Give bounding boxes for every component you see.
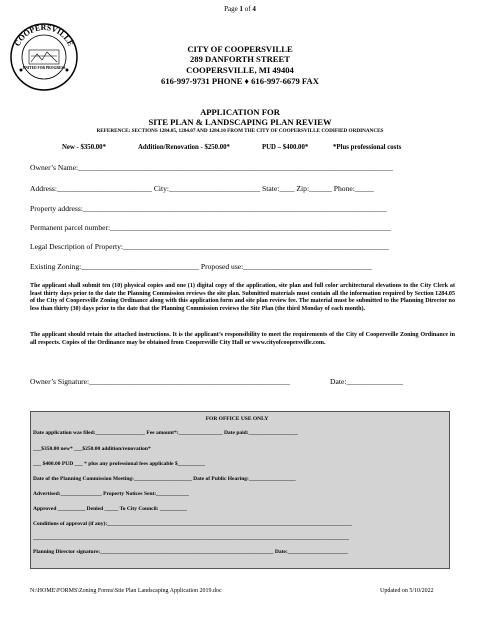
legal-description-field[interactable]: Legal Description of Property:______________________________________________________________________ [30,242,389,251]
header-city: CITY OF COOPERSVILLE [187,44,293,54]
page-label: Page [224,5,238,13]
office-conditions-line[interactable]: ___________________________________________________________________________________________________________________ [33,535,350,541]
title-reference: REFERENCE: SECTIONS 1284.05, 1284.07 AND 1284.10 FROM THE CITY OF COOPERSVILLE CODIFIED ORDINANCES [96,128,384,134]
office-conditions-row[interactable]: Conditions of approval (if any):_________________________________________________________________________________________ [33,521,352,527]
page-total: 4 [252,5,256,13]
office-meeting-row[interactable]: Date of the Planning Commission Meeting:_____________________ Date of Public Hearing:_________________ [33,476,296,482]
title-line2: SITE PLAN & LANDSCAPING PLAN REVIEW [148,117,332,127]
responsibility-paragraph: The applicant should retain the attached instructions. It is the applicant’s responsibility to meet the requirements of the City of Coopersville Zoning Ordinance in all respects. Copies of the Ordinance may be obtained from Coopersville City Hall or www.cityofcoopersville.com. [30,332,455,346]
zoning-field[interactable]: Existing Zoning:_______________________________ Proposed use:__________________________________ [30,262,373,271]
instructions-paragraph: The applicant shall submit ten (10) physical copies and one (1) digital copy of the application, site plan and full color architectural elevations to the City Clerk at least thirty days prior to the date the Planning Commission reviews the site plan. Submitted materials must contain all the information required by Section 1284.05 of the City of Coopersville Zoning Ordinance along with this application form and site plan review fee. The material must be submitted to the Planning Director no less than thirty (30) days prior to the date that the Planning Commission reviews the Site Plan (the third Monday of each month). [30,283,455,312]
office-filed-row[interactable]: Date application was filed:__________________ Fee amount*:________________ Date paid:__________________ [33,430,299,436]
owner-signature-field[interactable]: Owner’s Signature:_____________________________________________________ [30,377,291,386]
owners-name-field[interactable]: Owner’s Name:___________________________________________________________________________________ [30,163,394,172]
office-director-row[interactable]: Planning Director signature:_______________________________________________________________ Date:______________________ [33,549,349,555]
office-pud-row[interactable]: ___ $400.00 PUD ___ * plus any professional fees applicable $__________ [33,461,206,467]
header-citystate: COOPERSVILLE, MI 49404 [186,65,294,75]
page-number [0,5,480,13]
parcel-number-field[interactable]: Permanent parcel number:__________________________________________________________________________ [30,223,392,232]
fee-addition: Addition/Renovation - $250.00* [138,144,230,151]
office-approval-row[interactable]: Approved __________ Denied _____ To City Council: __________ [33,506,188,512]
page-of-label: of [244,5,251,13]
fee-new: New - $350.00* [62,144,106,151]
fee-plus: *Plus professional costs [333,144,402,151]
property-address-field[interactable]: Property address:________________________________________________________________________________ [30,204,387,213]
page-current: 1 [239,5,243,13]
header-phone: 616-997-9731 PHONE ♦ 616-997-6679 FAX [161,76,319,86]
logo-lettering: COOPERSVILLE [12,22,76,48]
footer-updated: Updated on 5/10/2022 [380,588,434,594]
fee-pud: PUD – $400.00* [262,144,309,151]
office-advertised-row[interactable]: Advertised:_______________ Property Notices Sent:____________ [33,491,190,497]
footer-path: N:\HOME\FORMS\Zoning Forms\Site Plan Landscaping Application 2019.doc [30,588,222,594]
title-line1: APPLICATION FOR [200,107,280,117]
signature-date-field[interactable]: Date:_______________ [330,377,404,386]
city-seal-logo [9,22,79,92]
logo-motto: UNITED FOR PROGRESS [22,66,66,70]
header-street: 289 DANFORTH STREET [190,54,290,64]
address-field[interactable]: Address:_________________________ City:________________________ State:____ Zip:______ Phone:_____ [30,184,374,193]
office-heading: FOR OFFICE USE ONLY [205,416,269,422]
office-fee-row[interactable]: ___$350.00 new* ___$250.00 addition/renovation* [33,446,151,452]
